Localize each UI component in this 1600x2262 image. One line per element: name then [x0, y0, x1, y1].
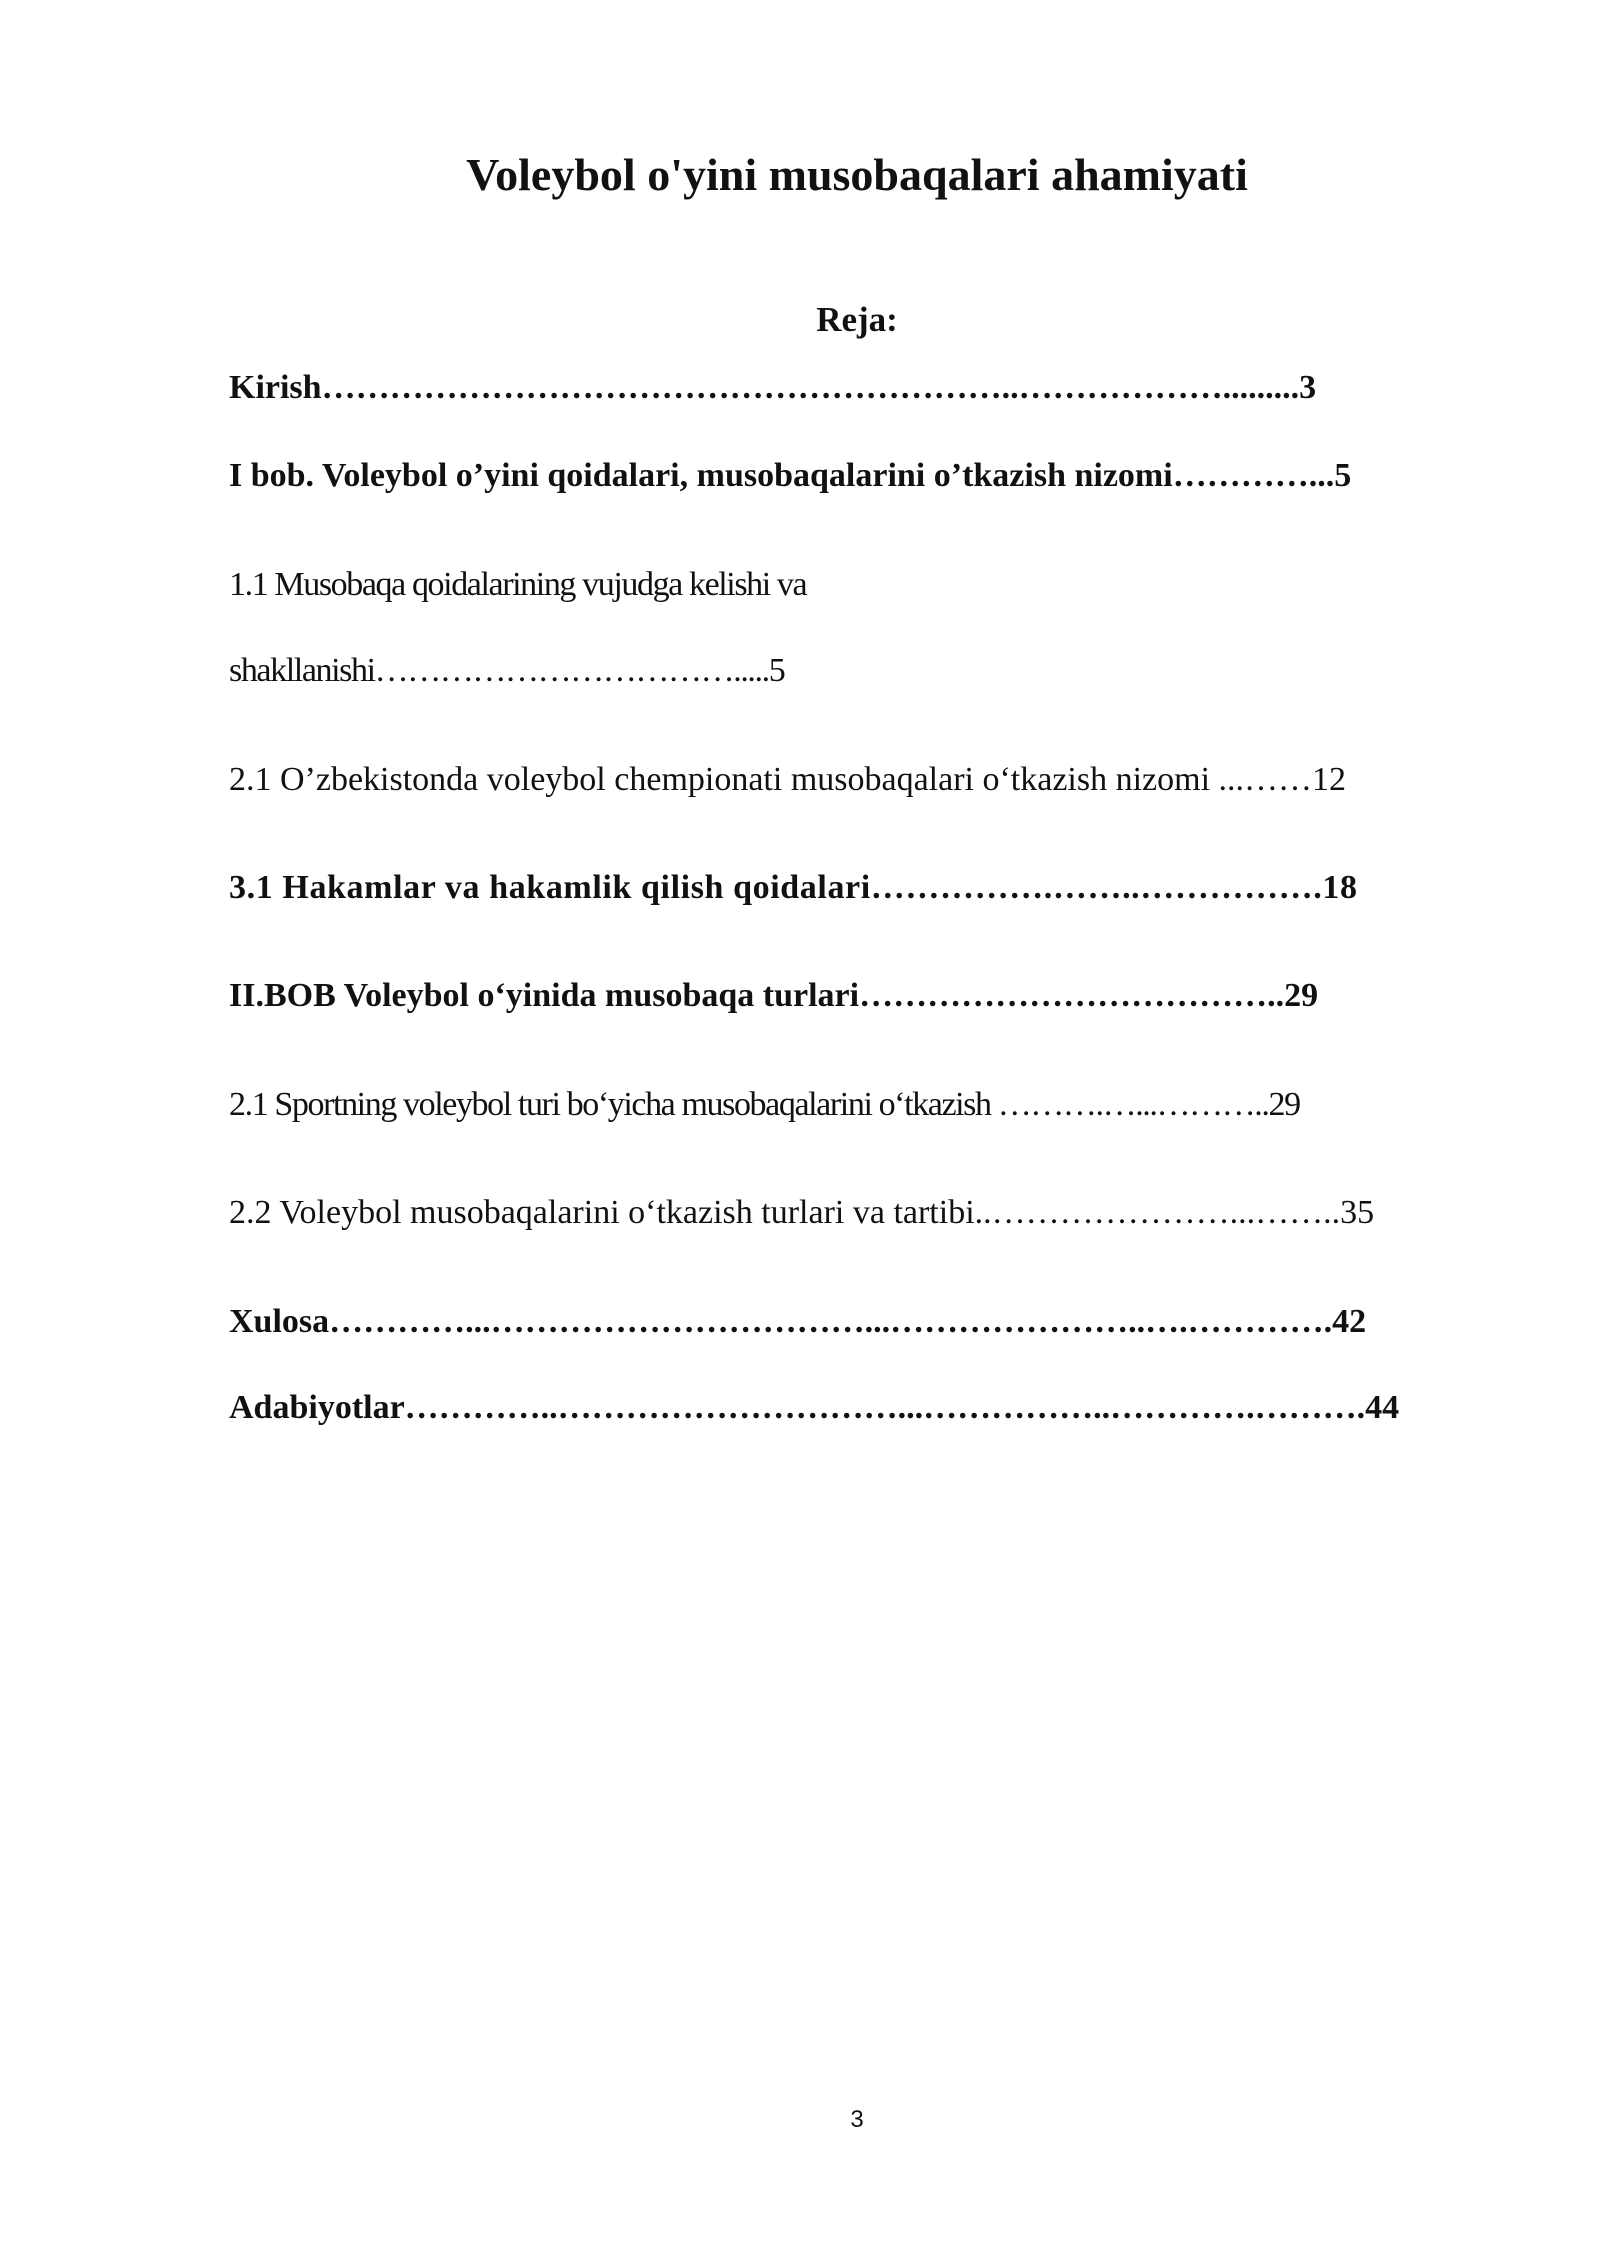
toc-entry-kirish: Kirish……………………………………………………..……………….........3 — [229, 369, 1317, 406]
toc-entry-xulosa: Xulosa…………...……………………………...…………………..….………….42 — [229, 1303, 1367, 1340]
page-number: 3 — [850, 2106, 864, 2133]
toc-entry-section-1-1-continued: shakllanishi…………………………….....5 — [229, 652, 785, 689]
toc-entry-chapter-2: II.BOB Voleybol o‘yinida musobaqa turlari………………………………..29 — [229, 977, 1319, 1014]
toc-entry-section-1-1: 1.1 Musobaqa qoidalarining vujudga kelishi va — [229, 566, 807, 603]
toc-entry-section-2-2: 2.2 Voleybol musobaqalarini o‘tkazish turlari va tartibi..…………………...……..35 — [229, 1194, 1375, 1231]
toc-entry-section-2-1: 2.1 O’zbekistonda voleybol chempionati musobaqalari o‘tkazish nizomi ...……12 — [229, 761, 1347, 798]
toc-entry-section-3-1: 3.1 Hakamlar va hakamlik qilish qoidalari…………….……..…………….18 — [229, 869, 1358, 906]
toc-entry-adabiyotlar: Adabiyotlar…………..…………………………...……………..………….……….44 — [229, 1389, 1400, 1426]
toc-entry-section-2-1-sport: 2.1 Sportning voleybol turi bo‘yicha musobaqalarini o‘tkazish ……….…...………..29 — [229, 1086, 1300, 1123]
page-title: Voleybol o'yini musobaqalari ahamiyati — [466, 149, 1248, 200]
toc-entry-chapter-1: I bob. Voleybol o’yini qoidalari, musobaqalarini o’tkazish nizomi…………...5 — [229, 457, 1352, 494]
plan-heading: Reja: — [816, 300, 898, 339]
